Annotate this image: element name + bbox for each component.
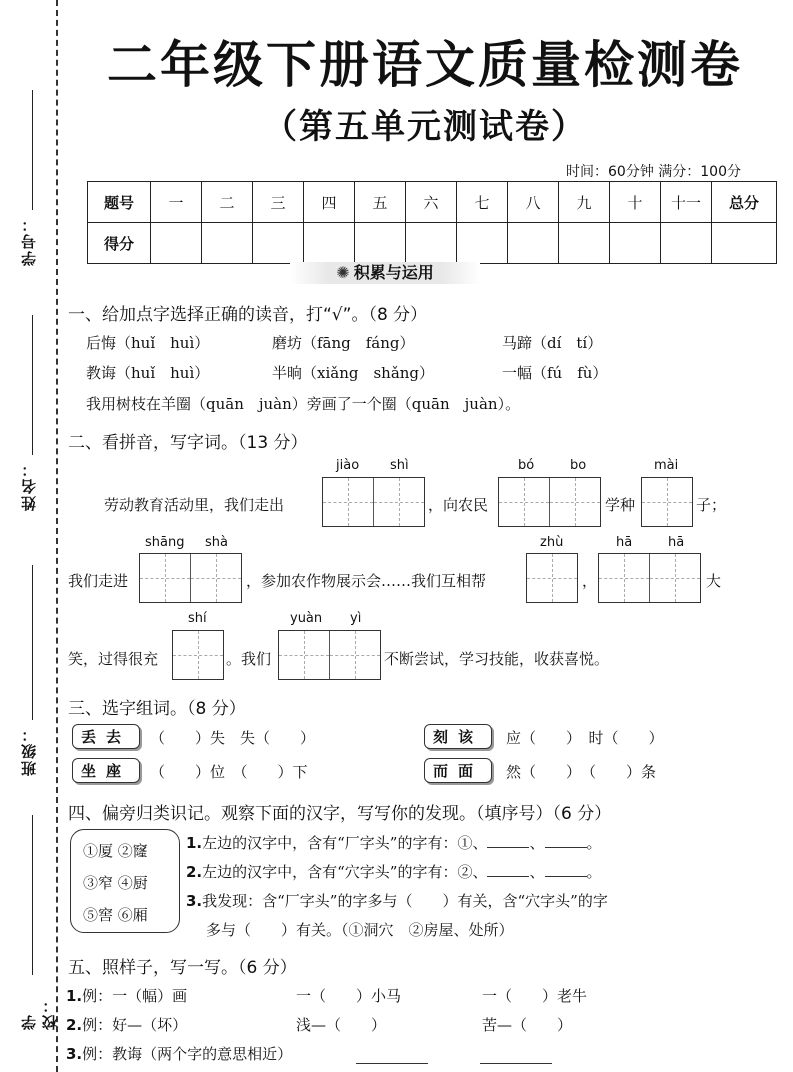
q2-text: 子； xyxy=(696,496,727,514)
q5-answer[interactable]: 苦—（ ） xyxy=(482,1016,573,1034)
q5-answer[interactable]: 一（ ）老牛 xyxy=(482,987,588,1005)
score-col: 一 xyxy=(151,182,202,223)
q1-item: 后悔（huǐ huì） xyxy=(86,334,210,352)
q2-text: 不断尝试，学习技能，收获喜悦。 xyxy=(384,650,610,668)
q1-item: 教诲（huǐ huì） xyxy=(86,364,210,382)
score-cell[interactable] xyxy=(406,223,457,264)
q2-text: 大 xyxy=(706,572,722,590)
score-cell[interactable] xyxy=(559,223,610,264)
score-cell[interactable] xyxy=(508,223,559,264)
q1-item: 磨坊（fāng fáng） xyxy=(272,334,415,352)
q3-title: 三、选字组词。（8 分） xyxy=(68,699,246,719)
writing-grid[interactable] xyxy=(278,630,381,680)
score-cell[interactable] xyxy=(202,223,253,264)
score-col: 四 xyxy=(304,182,355,223)
q2-text: 劳动教育活动里，我们走出 xyxy=(104,496,285,514)
q5-answer[interactable]: 一（ ）小马 xyxy=(296,987,402,1005)
pinyin-label: shà xyxy=(205,535,228,550)
score-col: 二 xyxy=(202,182,253,223)
q3-line: 然（ ） （ ）条 xyxy=(506,763,657,781)
pinyin-label: yì xyxy=(350,611,362,626)
char-choice-tag: 而面 xyxy=(424,758,492,783)
writing-grid[interactable] xyxy=(139,553,242,603)
student-id-field[interactable] xyxy=(18,90,48,270)
q4-title: 四、偏旁归类识记。观察下面的汉字，写写你的发现。（填序号）（6 分） xyxy=(68,804,612,824)
q2-text: ， xyxy=(582,572,598,590)
q2-text: ，参加农作物展示会……我们互相帮 xyxy=(246,572,487,590)
q2-text: ，向农民 xyxy=(428,496,489,514)
q2-text: 。我们 xyxy=(226,650,272,668)
banner-label: 积累与运用 xyxy=(353,263,434,282)
writing-grid[interactable] xyxy=(498,477,601,527)
class-field[interactable] xyxy=(18,565,48,780)
q2-text: 学种 xyxy=(605,496,636,514)
cut-line xyxy=(56,0,58,1072)
page-subtitle: （第五单元测试卷） xyxy=(263,107,587,147)
score-col: 九 xyxy=(559,182,610,223)
writing-grid[interactable] xyxy=(322,477,425,527)
q5-answer[interactable]: 浅—（ ） xyxy=(296,1016,387,1034)
writing-grid[interactable] xyxy=(526,553,578,603)
student-id-label: 学号： xyxy=(20,215,38,266)
pinyin-label: bo xyxy=(570,458,587,473)
school-label: 学校： xyxy=(20,996,59,1030)
pinyin-label: yuàn xyxy=(290,611,323,626)
pinyin-label: shāng xyxy=(145,535,185,550)
name-label: 姓名： xyxy=(20,460,38,511)
answer-blank[interactable] xyxy=(545,875,587,877)
writing-grid[interactable] xyxy=(172,630,224,680)
name-field[interactable] xyxy=(18,315,48,515)
score-col: 八 xyxy=(508,182,559,223)
score-cell[interactable] xyxy=(304,223,355,264)
pinyin-label: hā xyxy=(616,535,633,550)
answer-blank[interactable] xyxy=(356,1062,428,1064)
score-col: 七 xyxy=(457,182,508,223)
score-cell[interactable] xyxy=(253,223,304,264)
pinyin-label: mài xyxy=(654,458,679,473)
char-list-line: ③窄 ④厨 xyxy=(83,874,148,892)
score-cell[interactable] xyxy=(355,223,406,264)
q1-title: 一、给加点字选择正确的读音，打“√”。（8 分） xyxy=(68,305,428,325)
char-choice-tag: 坐座 xyxy=(72,758,140,783)
score-table xyxy=(87,181,777,264)
q5-row: 1.例：一（幅）画 xyxy=(66,987,188,1005)
score-col: 五 xyxy=(355,182,406,223)
q5-row: 3.例：教诲（两个字的意思相近） xyxy=(66,1045,293,1063)
q5-row: 2.例：好—（坏） xyxy=(66,1016,188,1034)
score-col: 十 xyxy=(610,182,661,223)
q4-item-cont: 多与（ ）有关。（①洞穴 ②房屋、处所） xyxy=(206,921,514,939)
score-cell[interactable] xyxy=(661,223,712,264)
char-choice-tag: 刻该 xyxy=(424,724,492,749)
score-col: 三 xyxy=(253,182,304,223)
q3-line: 应（ ） 时（ ） xyxy=(506,729,664,747)
pinyin-label: jiào xyxy=(336,458,360,473)
q3-line: （ ）失 失（ ） xyxy=(150,729,316,747)
pinyin-label: bó xyxy=(518,458,535,473)
pinyin-label: shì xyxy=(390,458,409,473)
answer-blank[interactable] xyxy=(487,846,529,848)
school-field[interactable] xyxy=(18,815,59,1030)
char-list-line: ①厦 ②窿 xyxy=(83,842,148,860)
writing-grid[interactable] xyxy=(641,477,693,527)
answer-blank[interactable] xyxy=(487,875,529,877)
writing-grid[interactable] xyxy=(598,553,701,603)
score-table-score-row xyxy=(88,223,777,264)
score-total-label: 总分 xyxy=(712,182,777,223)
class-label: 班级： xyxy=(20,725,38,776)
q5-title: 五、照样子，写一写。（6 分） xyxy=(68,958,297,978)
q4-item: 2.左边的汉字中，含有“穴字头”的字有：②、 、 。 xyxy=(186,863,602,881)
q2-text: 我们走进 xyxy=(68,572,129,590)
star-icon: ✺ xyxy=(336,263,350,282)
q1-item: 一幅（fú fù） xyxy=(502,364,608,382)
score-total-cell[interactable] xyxy=(712,223,777,264)
q1-item: 半晌（xiǎng shǎng） xyxy=(272,364,435,382)
binding-strip xyxy=(0,0,60,1072)
score-cell[interactable] xyxy=(610,223,661,264)
answer-blank[interactable] xyxy=(480,1062,552,1064)
pinyin-label: zhù xyxy=(540,535,564,550)
q3-line: （ ）位 （ ）下 xyxy=(150,763,308,781)
q4-item: 3.我发现：含“厂字头”的字多与（ ）有关，含“穴字头”的字 xyxy=(186,892,608,910)
score-table-header-label: 题号 xyxy=(88,182,151,223)
score-col: 六 xyxy=(406,182,457,223)
pinyin-label: hā xyxy=(668,535,685,550)
q4-item: 1.左边的汉字中，含有“厂字头”的字有：①、 、 。 xyxy=(186,834,602,852)
q1-item: 马蹄（dí tí） xyxy=(502,334,603,352)
score-cell[interactable] xyxy=(151,223,202,264)
char-list-box xyxy=(70,829,180,933)
q1-sentence: 我用树枝在羊圈（quān juàn）旁画了一个圈（quān juàn）。 xyxy=(86,395,521,413)
char-choice-tag: 丢去 xyxy=(72,724,140,749)
score-row-label: 得分 xyxy=(88,223,151,264)
score-cell[interactable] xyxy=(457,223,508,264)
section-banner xyxy=(290,262,480,284)
char-list-line: ⑤窖 ⑥厢 xyxy=(83,906,148,924)
time-info: 时间：60分钟 满分：100分 xyxy=(566,164,741,180)
pinyin-label: shí xyxy=(188,611,207,626)
score-table-header-row xyxy=(88,182,777,223)
page-title: 二年级下册语文质量检测卷 xyxy=(107,36,743,94)
q2-title: 二、看拼音，写字词。（13 分） xyxy=(68,433,308,453)
q2-text: 笑，过得很充 xyxy=(68,650,159,668)
answer-blank[interactable] xyxy=(545,846,587,848)
score-col: 十一 xyxy=(661,182,712,223)
